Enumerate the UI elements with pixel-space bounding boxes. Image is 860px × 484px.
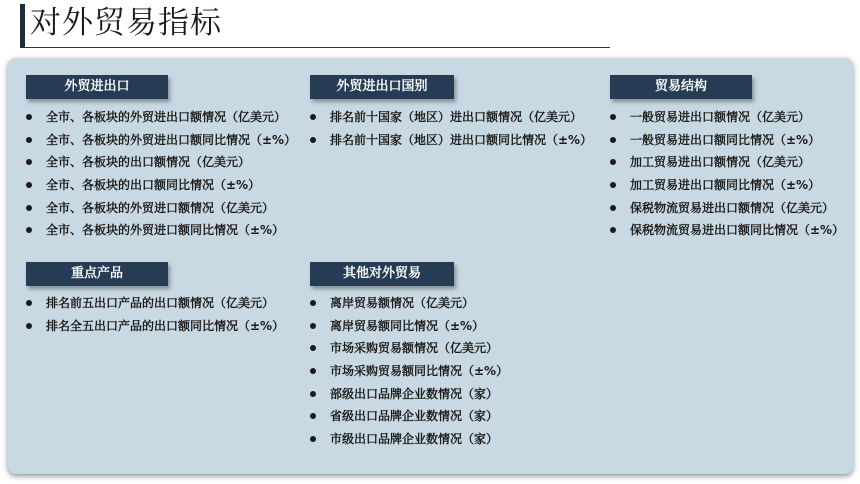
item-text: 排名前十国家（地区）进出口额情况（亿美元） (330, 110, 583, 124)
item-text: 离岸贸易额情况（亿美元） (330, 296, 475, 310)
list-item (26, 197, 296, 220)
section-heading: 重点产品 (26, 262, 168, 286)
bullet-icon (310, 413, 316, 419)
item-list (610, 106, 844, 242)
list-item (610, 151, 844, 174)
list-item (26, 106, 296, 129)
bullet-icon (26, 300, 32, 306)
section-heading: 贸易结构 (610, 75, 752, 99)
item-text: 排名前十国家（地区）进出口额同比情况（±%） (330, 132, 593, 147)
item-text: 加工贸易进出口额同比情况（±%） (630, 178, 821, 193)
title-accent-bar (20, 4, 25, 48)
bullet-icon (26, 205, 32, 211)
list-item (310, 383, 508, 406)
bullet-icon (26, 137, 32, 143)
bullet-icon (310, 323, 316, 329)
list-item (610, 106, 844, 129)
bullet-icon (310, 368, 316, 374)
bullet-icon (310, 300, 316, 306)
item-list (26, 106, 296, 242)
bullet-icon (610, 205, 616, 211)
item-list (26, 292, 284, 337)
list-item (26, 292, 284, 315)
bullet-icon (610, 227, 616, 233)
section-heading: 外贸进出口 (26, 75, 168, 99)
item-text: 保税物流贸易进出口额同比情况（±%） (630, 223, 845, 238)
list-item (310, 292, 508, 315)
bullet-icon (310, 137, 316, 143)
bullet-icon (26, 159, 32, 165)
bullet-icon (610, 114, 616, 120)
list-item (310, 428, 508, 451)
list-item (610, 219, 844, 242)
section-heading: 其他对外贸易 (310, 262, 454, 286)
item-text: 市级出口品牌企业数情况（家） (330, 432, 499, 447)
bullet-icon (310, 345, 316, 351)
bullet-icon (610, 159, 616, 165)
list-item (610, 129, 844, 152)
list-item (310, 106, 592, 129)
list-item (310, 360, 508, 383)
item-text: 全市、各板块的外贸进出口额同比情况（±%） (46, 132, 297, 147)
item-text: 排名全五出口产品的出口额同比情况（±%） (46, 318, 285, 333)
content-panel (8, 58, 853, 474)
list-item (26, 129, 296, 152)
list-item (610, 197, 844, 220)
item-text: 全市、各板块的外贸进口额同比情况（±%） (46, 223, 285, 238)
bullet-icon (610, 137, 616, 143)
list-item (310, 405, 508, 428)
item-text: 加工贸易进出口额情况（亿美元） (630, 155, 811, 170)
list-item (310, 129, 592, 152)
bullet-icon (26, 227, 32, 233)
list-item (26, 315, 284, 338)
item-text: 部级出口品牌企业数情况（家） (330, 386, 499, 401)
item-text: 市场采购贸易额情况（亿美元） (330, 341, 499, 356)
section-heading: 外贸进出口国别 (310, 75, 454, 99)
list-item (610, 174, 844, 197)
item-text: 一般贸易进出口额同比情况（±%） (630, 132, 821, 147)
item-text: 离岸贸易额同比情况（±%） (330, 318, 485, 333)
list-item (310, 315, 508, 338)
item-text: 全市、各板块的出口额情况（亿美元） (46, 155, 251, 170)
title-divider (20, 47, 610, 48)
bullet-icon (26, 323, 32, 329)
item-text: 全市、各板块的外贸进出口额情况（亿美元） (46, 110, 287, 124)
item-text: 保税物流贸易进出口额情况（亿美元） (630, 200, 835, 215)
item-text: 全市、各板块的外贸进口额情况（亿美元） (46, 200, 275, 215)
page-title: 对外贸易指标 (30, 5, 222, 41)
item-text: 省级出口品牌企业数情况（家） (330, 409, 499, 424)
item-list (310, 292, 508, 451)
bullet-icon (610, 182, 616, 188)
list-item (310, 337, 508, 360)
list-item (26, 219, 296, 242)
item-text: 市场采购贸易额同比情况（±%） (330, 364, 509, 379)
item-text: 全市、各板块的出口额同比情况（±%） (46, 178, 261, 193)
item-text: 排名前五出口产品的出口额情况（亿美元） (46, 296, 275, 310)
bullet-icon (310, 436, 316, 442)
item-text: 一般贸易进出口额情况（亿美元） (630, 110, 811, 124)
bullet-icon (310, 114, 316, 120)
bullet-icon (26, 114, 32, 120)
item-list (310, 106, 592, 151)
list-item (26, 151, 296, 174)
bullet-icon (26, 182, 32, 188)
bullet-icon (310, 391, 316, 397)
list-item (26, 174, 296, 197)
